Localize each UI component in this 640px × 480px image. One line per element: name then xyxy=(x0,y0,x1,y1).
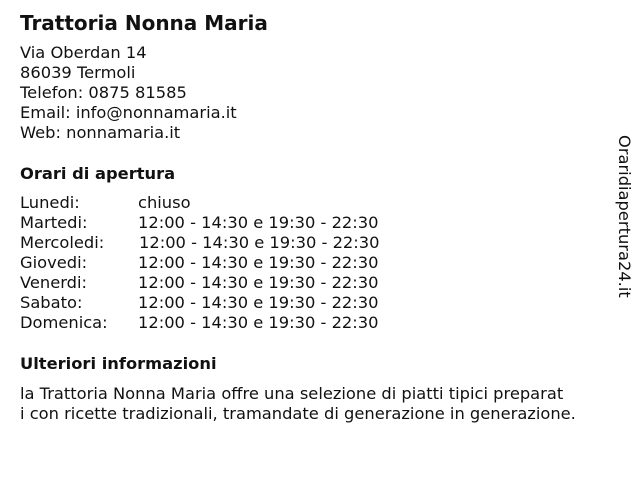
email-address: Email: info@nonnamaria.it xyxy=(20,103,237,123)
hours-day: Lunedi: xyxy=(20,193,80,212)
hours-time: 12:00 - 14:30 e 19:30 - 22:30 xyxy=(138,313,379,332)
info-heading: Ulteriori informazioni xyxy=(20,354,217,373)
info-description xyxy=(20,384,620,424)
phone-number: Telefon: 0875 81585 xyxy=(20,83,187,103)
hours-day: Sabato: xyxy=(20,293,83,312)
restaurant-name: Trattoria Nonna Maria xyxy=(20,11,268,35)
website: Web: nonnamaria.it xyxy=(20,123,181,143)
info-description-line: la Trattoria Nonna Maria offre una selezione di piatti tipici preparat xyxy=(20,384,564,403)
hours-day: Martedi: xyxy=(20,213,88,232)
watermark-text: Oraridiapertura24.it xyxy=(615,135,634,298)
hours-time: 12:00 - 14:30 e 19:30 - 22:30 xyxy=(138,213,379,232)
contact-block xyxy=(20,43,237,143)
hours-day: Giovedi: xyxy=(20,253,88,272)
hours-time: 12:00 - 14:30 e 19:30 - 22:30 xyxy=(139,233,380,252)
address-city: 86039 Termoli xyxy=(20,63,136,83)
hours-time: chiuso xyxy=(138,193,191,212)
hours-time: 12:00 - 14:30 e 19:30 - 22:30 xyxy=(138,253,379,272)
hours-day: Domenica: xyxy=(20,313,108,332)
hours-day: Mercoledi: xyxy=(20,233,105,252)
address-street: Via Oberdan 14 xyxy=(20,43,147,62)
info-description-line: i con ricette tradizionali, tramandate di generazione in generazione. xyxy=(20,404,576,423)
hours-heading: Orari di apertura xyxy=(20,164,176,183)
hours-time: 12:00 - 14:30 e 19:30 - 22:30 xyxy=(138,293,379,312)
hours-time: 12:00 - 14:30 e 19:30 - 22:30 xyxy=(138,273,379,292)
hours-day: Venerdi: xyxy=(20,273,87,292)
